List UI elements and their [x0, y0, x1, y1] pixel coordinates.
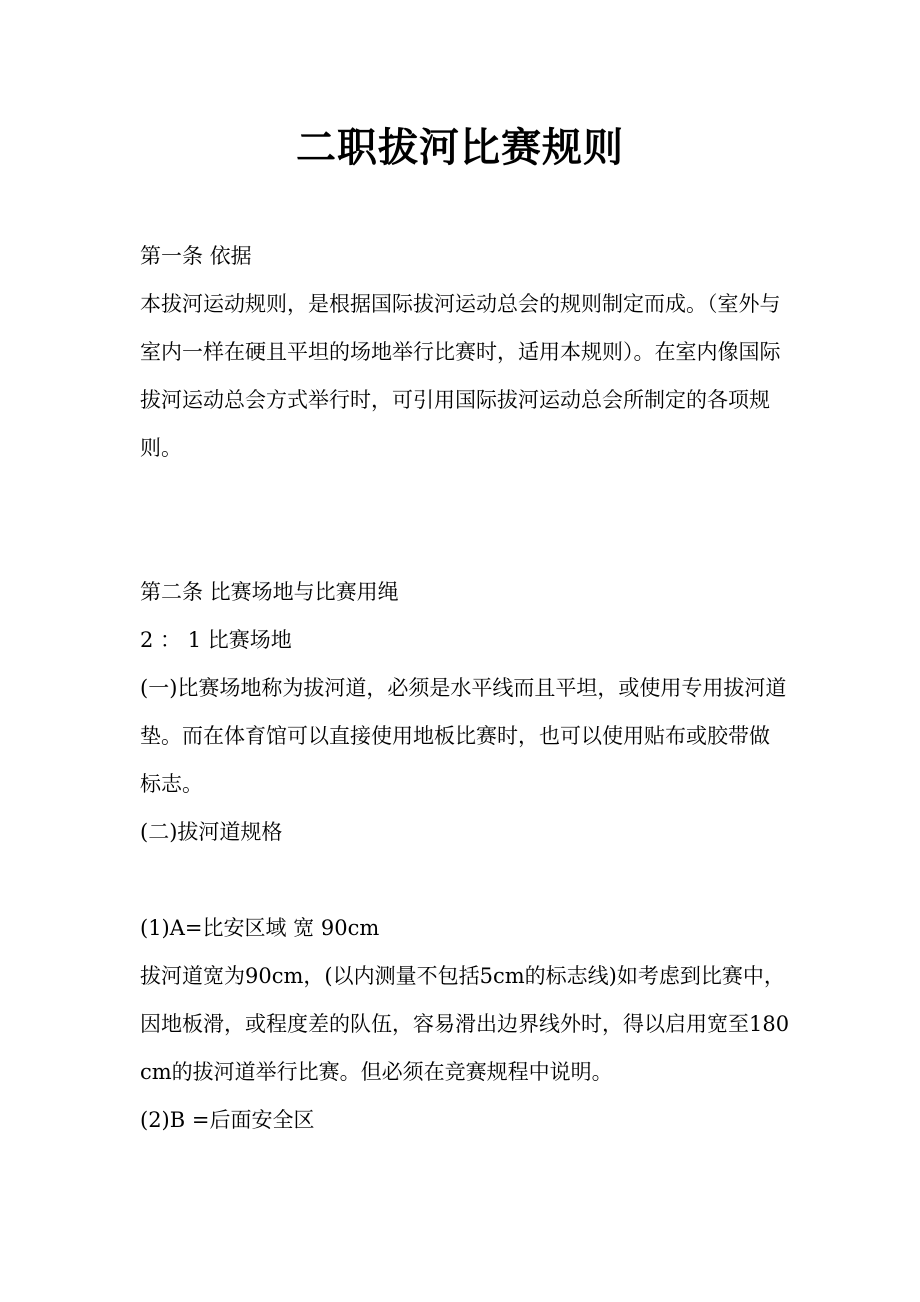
document-title: 二职拔河比赛规则: [296, 125, 624, 171]
spacer: [140, 472, 790, 568]
spec-1-text: 拔河道宽为90cm，(以内测量不包括5cm的标志线)如考虑到比赛中，因地板滑，或程度差的队伍，容易滑出边界线外时，得以启用宽至180cm的拔河道举行比赛。但必须在竞赛规程中说明。: [140, 964, 790, 1084]
section-1-paragraph: 本拔河运动规则，是根据国际拔河运动总会的规则制定而成。（室外与室内一样在硬且平坦的场地举行比赛时，适用本规则）。在室内像国际拔河运动总会方式举行时，可引用国际拔河运动总会所制定的各项规则。: [140, 292, 781, 460]
spacer: [140, 856, 790, 904]
section-1-heading: 第一条 依据: [140, 244, 252, 268]
section-2-item-2: (二)拔河道规格: [140, 820, 283, 844]
section-2-subheading: 2 ： 1 比赛场地: [140, 628, 292, 652]
spec-2-title: (2)B =后面安全区: [140, 1108, 315, 1132]
section-2-item-1: (一)比赛场地称为拔河道，必须是水平线而且平坦，或使用专用拔河道垫。而在体育馆可以直接使用地板比赛时，也可以使用贴布或胶带做标志。: [140, 676, 787, 796]
spec-1-title: (1)A=比安区域 宽 90cm: [140, 916, 380, 940]
document-body: [140, 232, 790, 1144]
section-2-heading: 第二条 比赛场地与比赛用绳: [140, 580, 399, 604]
